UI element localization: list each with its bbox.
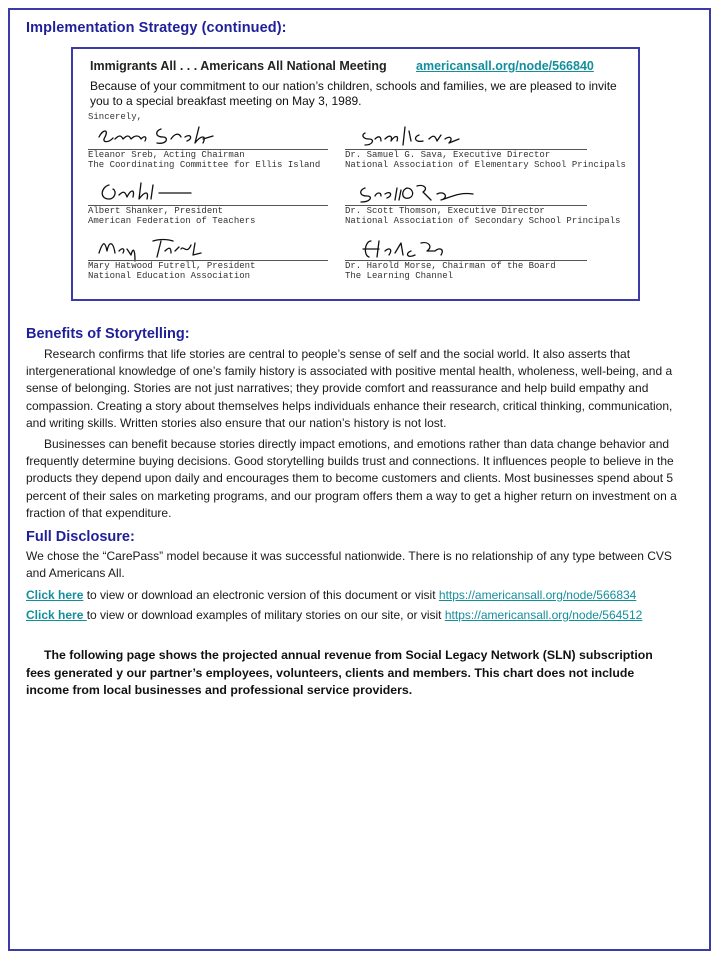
benefits-title: Benefits of Storytelling:: [26, 326, 190, 342]
signer-name: Dr. Scott Thomson, Executive Director: [345, 206, 545, 216]
signer-name: Albert Shanker, President: [88, 206, 224, 216]
letter-heading: Immigrants All . . . Americans All National Meeting: [90, 59, 387, 73]
click-here-document-link[interactable]: Click here: [26, 588, 84, 602]
signature-thomson: [357, 182, 477, 206]
military-stories-line: [26, 607, 686, 624]
signer-org: National Association of Elementary School Principals: [345, 160, 626, 170]
click-here-stories-link[interactable]: Click here: [26, 608, 87, 622]
signature-sreb: [95, 123, 215, 149]
benefits-paragraph-1: Research confirms that life stories are central to people’s sense of self and the social world. It also asserts that intergenerational knowledge of one’s family history is associated with positive mental health, wholeness, well-being, and a sense of belonging. Stories are not just narratives; they provide comfort and reassurance and help build empathy and compassion. Creating a story about themselves helps individuals enhance their research, critical thinking, communication, and writing skills. Written stories also ensure that our nation’s history is not lost.: [26, 347, 673, 430]
letter-salutation: Sincerely,: [88, 112, 143, 122]
signature-sava: [359, 125, 469, 149]
stories-url-link[interactable]: https://americansall.org/node/564512: [444, 608, 643, 622]
signer-name: Dr. Samuel G. Sava, Executive Director: [345, 150, 551, 160]
signer-org: The Learning Channel: [345, 271, 454, 281]
document-url-link[interactable]: https://americansall.org/node/566834: [438, 588, 637, 602]
benefits-paragraph-2: Businesses can benefit because stories directly impact emotions, and emotions rather than data change behavior and frequently determine buying decisions. Good storytelling builds trust and connections. It influences people to believe in the products they depend upon daily and encourages them to become customers and clients. Most businesses spend about 5 percent of their sales on marketing programs, and our program offers them a way to get a higher return on investment on a fraction of that expenditure.: [26, 437, 677, 520]
signature-shanker: [95, 181, 195, 205]
signer-org: National Association of Secondary School Principals: [345, 216, 621, 226]
disclosure-text: We chose the “CarePass” model because it was successful nationwide. There is no relationship of any type between CVS and Americans All.: [26, 549, 672, 581]
page-header: [26, 20, 688, 36]
signer-org: National Education Association: [88, 271, 251, 281]
download-document-line: [26, 587, 686, 604]
signer-org: The Coordinating Committee for Ellis Island: [88, 160, 321, 170]
letter-image: [71, 47, 640, 301]
signer-name: Mary Hatwood Futrell, President: [88, 261, 256, 271]
signer-name: Dr. Harold Morse, Chairman of the Board: [345, 261, 556, 271]
closing-paragraph: The following page shows the projected annual revenue from Social Legacy Network (SLN) subscription fees generated y our partner’s employees, volunteers, clients and members. This chart does not include income from local businesses and professional service providers.: [26, 648, 653, 697]
military-stories-text: to view or download examples of military stories on our site, or visit: [86, 608, 445, 622]
page-title: Implementation Strategy (continued):: [26, 20, 287, 36]
download-document-text: to view or download an electronic version of this document or visit: [83, 588, 439, 602]
letter-body: Because of your commitment to our nation’s children, schools and families, we are pleased to invite you to a special breakfast meeting on May 3, 1989.: [90, 79, 617, 108]
signer-org: American Federation of Teachers: [88, 216, 256, 226]
signer-name: Eleanor Sreb, Acting Chairman: [88, 150, 245, 160]
letter-link[interactable]: americansall.org/node/566840: [416, 59, 594, 73]
disclosure-title: Full Disclosure:: [26, 529, 135, 545]
